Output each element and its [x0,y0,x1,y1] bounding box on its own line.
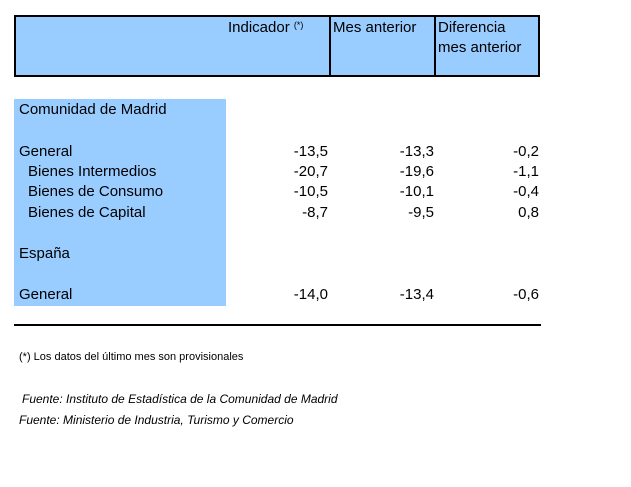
table-row [0,162,631,182]
header-diferencia [434,15,540,77]
source-line: Fuente: Instituto de Estadística de la Comunidad de Madrid [22,392,338,406]
row-label: General [19,286,73,303]
table-row [0,182,631,202]
header-mes-anterior-label: Mes anterior [333,19,417,36]
header-diferencia-line1: Diferencia [438,19,506,36]
row-label: Bienes Intermedios [28,163,157,180]
table-row [0,203,631,223]
cell-mes-anterior: -13,3 [399,143,434,160]
cell-mes-anterior: -13,4 [399,286,434,303]
table-row [0,244,631,264]
region-heading: Comunidad de Madrid [19,101,167,118]
header-indicador [224,15,331,77]
table-row [0,100,631,120]
table-row [0,142,631,162]
header-diferencia-line2: mes anterior [438,39,522,56]
cell-indicador: -14,0 [293,286,328,303]
cell-diferencia: -0,6 [513,286,539,303]
cell-diferencia: -0,4 [513,183,539,200]
cell-indicador: -13,5 [293,143,328,160]
cell-indicador: -20,7 [293,163,328,180]
row-label: Bienes de Capital [28,204,146,221]
row-label: Bienes de Consumo [28,183,164,200]
cell-diferencia: -0,2 [513,143,539,160]
cell-mes-anterior: -19,6 [399,163,434,180]
table-row [0,285,631,305]
cell-diferencia: -1,1 [513,163,539,180]
row-label: General [19,143,73,160]
source-line: Fuente: Ministerio de Industria, Turismo y Comercio [19,413,294,427]
cell-diferencia: 0,8 [518,204,539,221]
cell-mes-anterior: -10,1 [399,183,434,200]
header-mes-anterior [329,15,436,77]
cell-mes-anterior: -9,5 [408,204,434,221]
region-heading: España [19,245,70,262]
footnote: (*) Los datos del último mes son provisionales [19,351,244,363]
cell-indicador: -10,5 [293,183,328,200]
header-indicador-mark: (*) [293,20,304,30]
cell-indicador: -8,7 [302,204,328,221]
header-indicador-label: Indicador [228,19,290,36]
table-bottom-rule [14,324,541,326]
